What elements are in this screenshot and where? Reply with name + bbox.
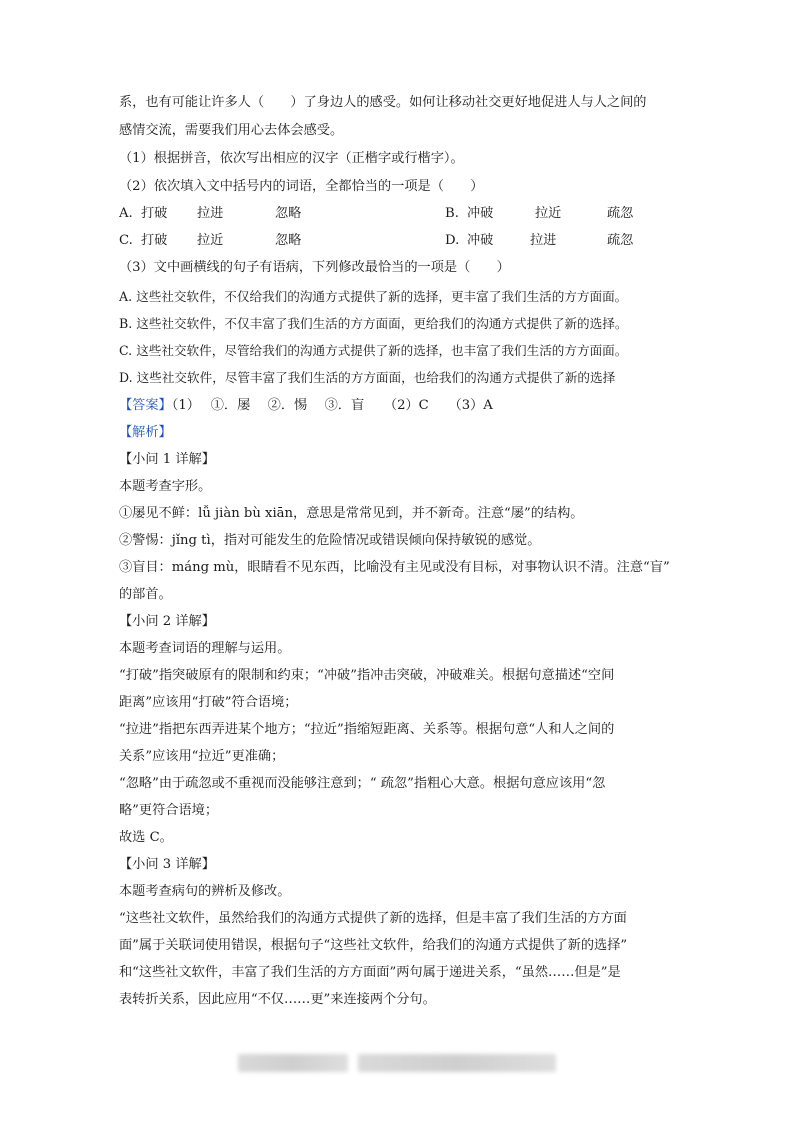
q3-option-b: B. 这些社交软件，不仅丰富了我们生活的方方面面，更给我们的沟通方式提供了新的选择。 bbox=[119, 316, 628, 331]
option-c-word2: 拉近 bbox=[197, 233, 224, 248]
sub2-line: 故选 C。 bbox=[119, 830, 173, 845]
option-a-word1: 打破 bbox=[141, 206, 168, 221]
sub2-line: 略”更符合语境； bbox=[119, 803, 219, 818]
sub3-line: “这些社文软件，虽然给我们的沟通方式提供了新的选择，但是丰富了我们生活的方方面 bbox=[119, 911, 627, 926]
sub1-title: 【小问 1 详解】 bbox=[119, 452, 215, 467]
option-c-word1: 打破 bbox=[141, 233, 168, 248]
answer-tag: 【答案】 bbox=[119, 398, 172, 413]
passage-line: 系，也有可能让许多人（ ）了身边人的感受。如何让移动社交更好地促进人与人之间的 bbox=[119, 95, 647, 110]
sub1-line: 本题考查字形。 bbox=[119, 479, 212, 494]
question-1: （1）根据拼音，依次写出相应的汉字（正楷字或行楷字）。 bbox=[119, 151, 464, 166]
sub2-title: 【小问 2 详解】 bbox=[119, 614, 215, 629]
option-d-word3: 疏忽 bbox=[607, 233, 634, 248]
sub1-line: ②警惕：jǐng tì，指对可能发生的危险情况或错误倾向保持敏锐的感觉。 bbox=[119, 533, 541, 548]
sub2-line: 本题考查词语的理解与运用。 bbox=[119, 641, 291, 656]
answer-line bbox=[119, 397, 679, 415]
blurred-footer-left bbox=[238, 1054, 348, 1072]
answer-text: （1） ①．屡 ②．惕 ③．盲 （2）C （3）A bbox=[171, 398, 493, 413]
option-b-word3: 疏忽 bbox=[607, 206, 634, 221]
option-a-label: A. bbox=[119, 206, 133, 221]
option-b-word2: 拉近 bbox=[535, 206, 562, 221]
sub2-line: 距离”应该用“打破”符合语境； bbox=[119, 695, 298, 710]
option-c-label: C. bbox=[119, 233, 133, 248]
sub2-line: “拉进”指把东西弄进某个地方；“拉近”指缩短距离、关系等。根据句意“人和人之间的 bbox=[119, 722, 615, 737]
sub2-line: “忽略”由于疏忽或不重视而没能够注意到；“ 疏忽”指粗心大意。根据句意应该用“忽 bbox=[119, 776, 606, 791]
passage-line: 感情交流，需要我们用心去体会感受。 bbox=[119, 123, 344, 138]
sub2-line: 关系”应该用“拉近”更准确； bbox=[119, 749, 285, 764]
option-d-word1: 冲破 bbox=[467, 233, 494, 248]
option-a-word3: 忽略 bbox=[275, 206, 302, 221]
sub3-line: 面”属于关联词使用错误，根据句子“这些社文软件，给我们的沟通方式提供了新的选择” bbox=[119, 938, 628, 953]
sub2-line: “打破”指突破原有的限制和约束；“冲破”指冲击突破，冲破难关。根据句意描述“空间 bbox=[119, 668, 615, 683]
sub3-line: 本题考查病句的辨析及修改。 bbox=[119, 884, 291, 899]
option-c-word3: 忽略 bbox=[275, 233, 302, 248]
option-b-word1: 冲破 bbox=[467, 206, 494, 221]
sub1-line: ③盲目：máng mù，眼睛看不见东西，比喻没有主见或没有目标，对事物认识不清。注意“盲” bbox=[119, 560, 670, 575]
sub3-line: 和“这些社文软件，丰富了我们生活的方方面面”两句属于递进关系，“虽然……但是”是 bbox=[119, 965, 621, 980]
analysis-tag: 【解析】 bbox=[119, 425, 172, 440]
q3-option-d: D. 这些社交软件，尽管丰富了我们生活的方方面面，也给我们的沟通方式提供了新的选择 bbox=[119, 370, 616, 385]
sub3-title: 【小问 3 详解】 bbox=[119, 857, 215, 872]
q3-option-a: A. 这些社交软件，不仅给我们的沟通方式提供了新的选择，更丰富了我们生活的方方面面。 bbox=[119, 289, 628, 304]
option-b-label: B. bbox=[445, 206, 459, 221]
blurred-footer-right bbox=[358, 1054, 556, 1072]
option-d-label: D. bbox=[445, 233, 460, 248]
sub1-line: ①屡见不鲜：lǚ jiàn bù xiān，意思是常常见到，并不新奇。注意“屡”的结构。 bbox=[119, 506, 584, 521]
option-a-word2: 拉进 bbox=[197, 206, 224, 221]
q3-option-c: C. 这些社交软件，尽管给我们的沟通方式提供了新的选择，也丰富了我们生活的方方面面。 bbox=[119, 343, 628, 358]
question-2: （2）依次填入文中括号内的词语，全都恰当的一项是（ ） bbox=[119, 179, 484, 194]
sub3-line: 表转折关系，因此应用“不仅……更”来连接两个分句。 bbox=[119, 992, 436, 1007]
option-d-word2: 拉进 bbox=[530, 233, 557, 248]
question-3: （3）文中画横线的句子有语病，下列修改最恰当的一项是（ ） bbox=[119, 260, 510, 275]
sub1-line: 的部首。 bbox=[119, 587, 172, 602]
